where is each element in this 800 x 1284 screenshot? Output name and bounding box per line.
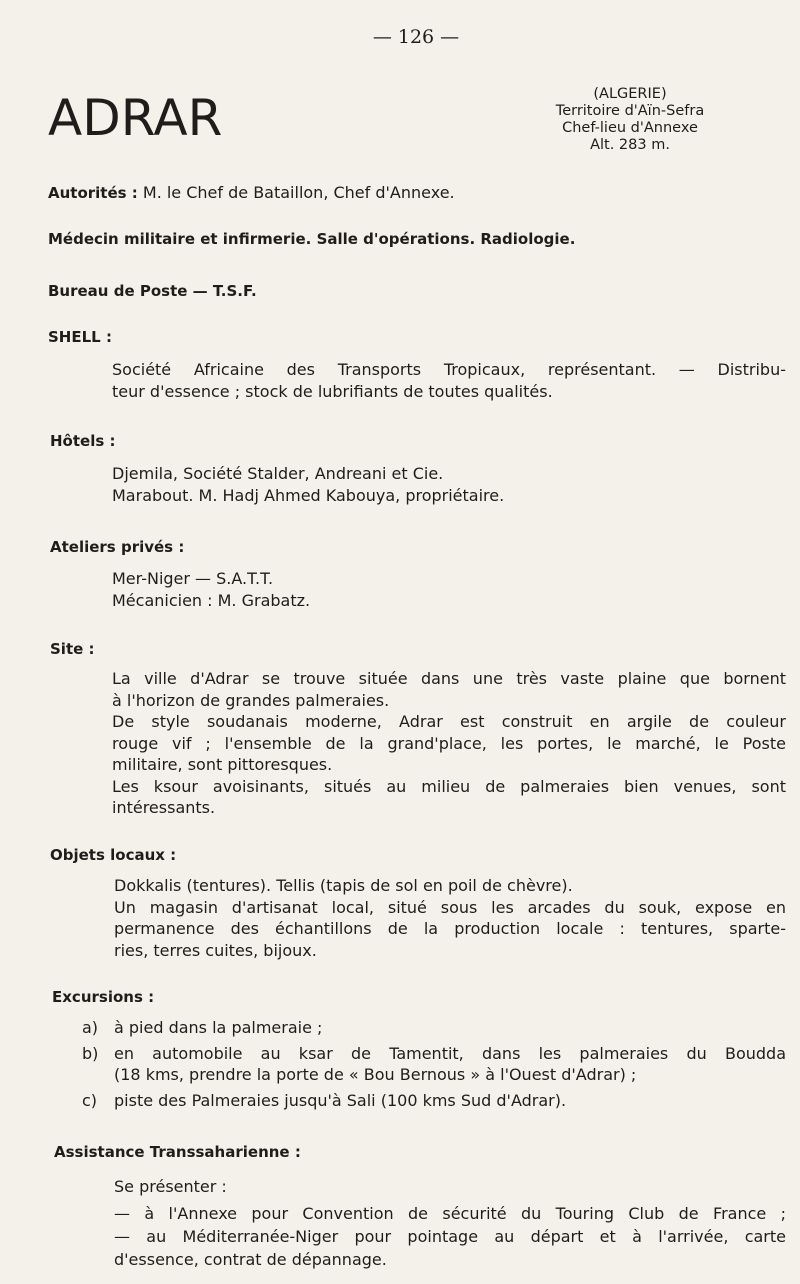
site-heading: Site : <box>50 640 95 658</box>
site-line: militaire, sont pittoresques. <box>112 755 333 774</box>
site-line: rouge vif ; l'ensemble de la grand'place, les portes, le marché, le Poste <box>112 733 786 753</box>
site-line: intéressants. <box>112 798 216 817</box>
hotels-heading: Hôtels : <box>50 432 116 450</box>
ateliers-line: Mécanicien : M. Grabatz. <box>112 590 311 610</box>
assistance-heading: Assistance Transsaharienne : <box>54 1143 301 1161</box>
list-marker: c) <box>82 1090 98 1110</box>
ateliers-line: Mer-Niger — S.A.T.T. <box>112 569 274 588</box>
shell-line: teur d'essence ; stock de lubrifiants de toutes qualités. <box>112 381 553 401</box>
hotels-line: Djemila, Société Stalder, Andreani et Cie. <box>112 464 444 483</box>
hotels-paragraph <box>112 463 786 506</box>
assistance-line: — à l'Annexe pour Convention de sécurité du Touring Club de France ; <box>114 1204 786 1223</box>
page-title: ADRAR <box>48 89 223 147</box>
list-marker: a) <box>82 1018 99 1037</box>
location-chef-lieu: Chef-lieu d'Annexe <box>562 120 698 136</box>
list-item-text: à pied dans la palmeraie ; <box>114 1018 323 1037</box>
objets-line: permanence des échantillons de la production locale : tentures, sparte- <box>114 919 786 938</box>
poste-line: Bureau de Poste — T.S.F. <box>48 282 257 300</box>
list-marker: b) <box>82 1043 99 1063</box>
location-block <box>530 86 730 154</box>
assistance-line: Se présenter : <box>114 1177 227 1196</box>
site-line: La ville d'Adrar se trouve située dans une très vaste plaine que bornent <box>112 669 786 688</box>
autorites-line <box>48 183 455 202</box>
list-item-text: piste des Palmeraies jusqu'à Sali (100 kms Sud d'Adrar). <box>114 1090 567 1110</box>
excursions-heading: Excursions : <box>52 988 155 1006</box>
ateliers-paragraph <box>112 568 786 611</box>
assistance-line: — au Méditerranée-Niger pour pointage au départ et à l'arrivée, carte <box>114 1227 786 1246</box>
objets-line: Un magasin d'artisanat local, situé sous les arcades du souk, expose en <box>114 897 786 917</box>
list-item-text: en automobile au ksar de Tamentit, dans les palmeraies du Boudda <box>114 1043 786 1063</box>
site-line: De style soudanais moderne, Adrar est construit en argile de couleur <box>112 712 786 731</box>
shell-heading: SHELL : <box>48 328 112 346</box>
objets-heading: Objets locaux : <box>50 846 177 864</box>
autorites-label: Autorités : <box>48 184 138 202</box>
excursions-list <box>82 1017 786 1111</box>
medecin-line: Médecin militaire et infirmerie. Salle d'opérations. Radiologie. <box>48 230 576 248</box>
autorites-text: M. le Chef de Bataillon, Chef d'Annexe. <box>137 183 455 202</box>
list-item <box>82 1017 786 1039</box>
site-line: Les ksour avoisinants, situés au milieu de palmeraies bien venues, sont <box>112 776 786 796</box>
assistance-paragraph <box>114 1175 786 1271</box>
site-paragraph <box>112 668 786 819</box>
hotels-line: Marabout. M. Hadj Ahmed Kabouya, propriétaire. <box>112 485 505 505</box>
list-item <box>82 1043 786 1086</box>
objets-line: Dokkalis (tentures). Tellis (tapis de sol en poil de chèvre). <box>114 876 573 895</box>
location-altitude: Alt. 283 m. <box>590 137 670 153</box>
shell-paragraph <box>112 359 786 402</box>
site-line: à l'horizon de grandes palmeraies. <box>112 690 390 710</box>
shell-line: Société Africaine des Transports Tropicaux, représentant. — Distribu- <box>112 360 786 379</box>
objets-paragraph <box>114 875 786 961</box>
list-item <box>82 1090 786 1112</box>
location-country: (ALGERIE) <box>593 86 667 102</box>
ateliers-heading: Ateliers privés : <box>50 538 185 556</box>
objets-line: ries, terres cuites, bijoux. <box>114 940 317 960</box>
location-territory: Territoire d'Aïn-Sefra <box>555 103 705 119</box>
list-item-text: (18 kms, prendre la porte de « Bou Bernous » à l'Ouest d'Adrar) ; <box>114 1065 637 1084</box>
assistance-line: d'essence, contrat de dépannage. <box>114 1250 387 1269</box>
page-number: — 126 — <box>372 26 460 48</box>
